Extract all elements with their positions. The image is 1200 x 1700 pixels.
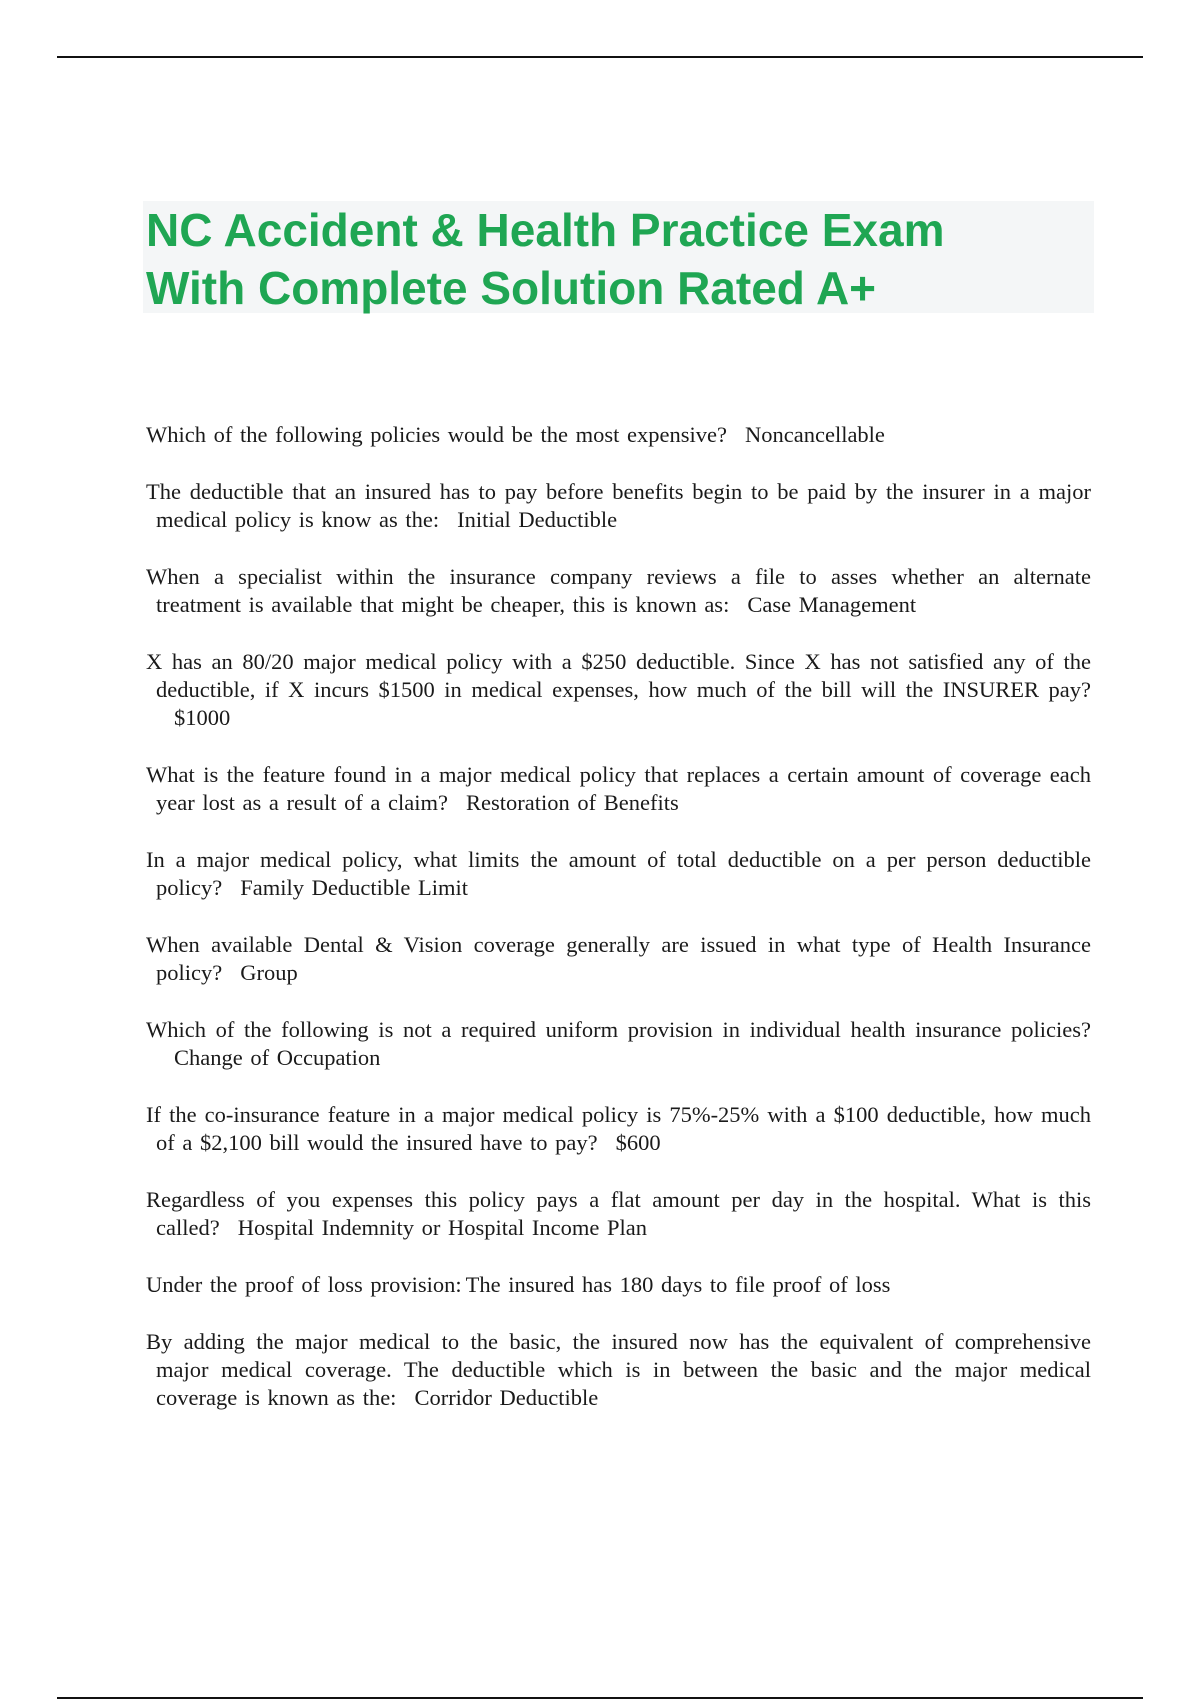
answer-text: The insured has 180 days to file proof of loss: [465, 1272, 891, 1297]
answer-text: Initial Deductible: [457, 507, 618, 532]
question-text: In a major medical policy, what limits the amount of total deductible on a per person deductible policy?: [146, 847, 1091, 900]
question-text: Which of the following is not a required uniform provision in individual health insurance policies?: [146, 1017, 1091, 1042]
question-item: [146, 1186, 1091, 1242]
question-text: Under the proof of loss provision:: [146, 1272, 462, 1297]
question-text: The deductible that an insured has to pay before benefits begin to be paid by the insurer in a major medical policy is know as the:: [146, 479, 1091, 532]
answer-text: Group: [240, 960, 298, 985]
answer-text: Corridor Deductible: [414, 1385, 599, 1410]
question-text: Which of the following policies would be the most expensive?: [146, 422, 727, 447]
question-item: [146, 421, 1091, 449]
question-text: When a specialist within the insurance company reviews a file to asses whether an alternate treatment is available that might be cheaper, this is known as:: [146, 564, 1091, 617]
question-item: [146, 761, 1091, 817]
answer-text: Family Deductible Limit: [240, 875, 468, 900]
footer-rule: [57, 1697, 1143, 1699]
answer-text: Case Management: [747, 592, 917, 617]
question-item: [146, 1328, 1091, 1412]
answer-text: Restoration of Benefits: [466, 790, 679, 815]
question-text: What is the feature found in a major medical policy that replaces a certain amount of coverage each year lost as a result of a claim?: [146, 762, 1091, 815]
question-text: X has an 80/20 major medical policy with a $250 deductible. Since X has not satisfied any of the deductible, if X incurs $1500 in medical expenses, how much of the bill will the INSURER pay?: [146, 649, 1091, 702]
document-title: NC Accident & Health Practice Exam With Complete Solution Rated A+: [146, 204, 945, 314]
question-item: [146, 478, 1091, 534]
question-text: If the co-insurance feature in a major medical policy is 75%-25% with a $100 deductible, how much of a $2,100 bill would the insured have to pay?: [146, 1102, 1091, 1155]
question-item: [146, 1101, 1091, 1157]
question-list: [146, 421, 1091, 1441]
answer-text: $600: [615, 1130, 661, 1155]
answer-text: $1000: [174, 705, 231, 730]
question-item: [146, 648, 1091, 732]
question-item: [146, 563, 1091, 619]
question-item: [146, 1271, 1091, 1299]
question-text: When available Dental & Vision coverage generally are issued in what type of Health Insurance policy?: [146, 932, 1091, 985]
answer-text: Change of Occupation: [174, 1045, 381, 1070]
question-text: Regardless of you expenses this policy pays a flat amount per day in the hospital. What is this called?: [146, 1187, 1091, 1240]
answer-text: Hospital Indemnity or Hospital Income Plan: [237, 1215, 648, 1240]
question-item: [146, 1016, 1091, 1072]
header-rule: [57, 56, 1143, 58]
question-text: By adding the major medical to the basic, the insured now has the equivalent of comprehensive major medical coverage. The deductible which is in between the basic and the major medical coverage is known as the:: [146, 1329, 1091, 1410]
answer-text: Noncancellable: [745, 422, 885, 447]
question-item: [146, 846, 1091, 902]
question-item: [146, 931, 1091, 987]
